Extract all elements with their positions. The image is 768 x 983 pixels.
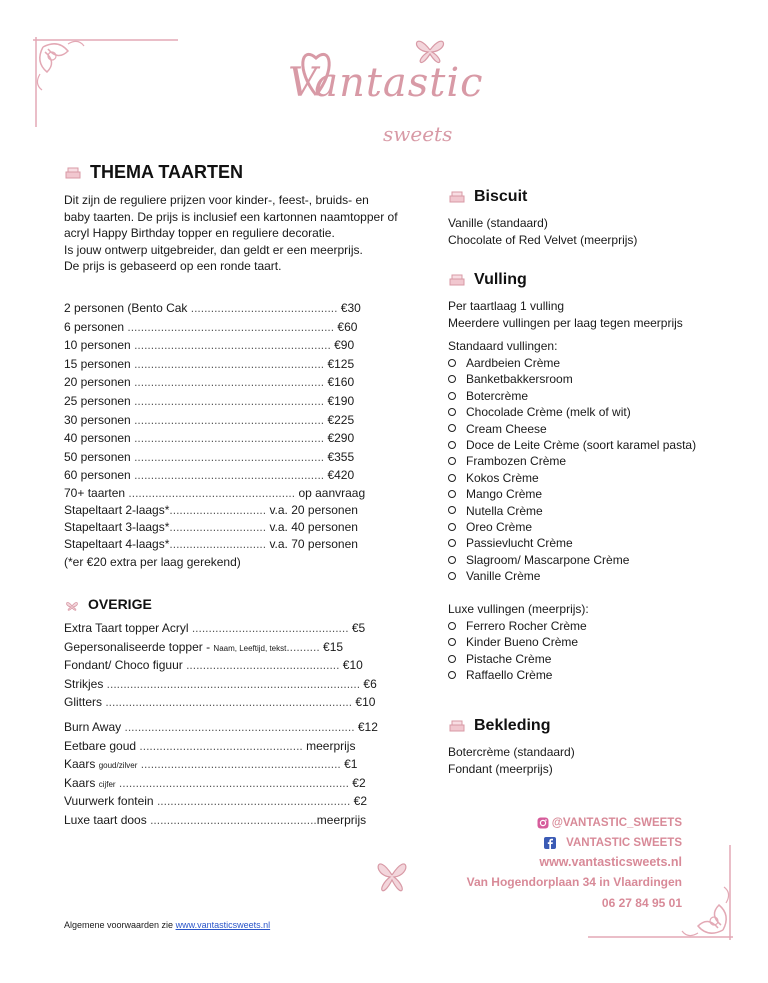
luxe-title: Luxe vullingen (meerprijs): [448, 602, 589, 616]
bekleding-line: Fondant (meerprijs) [448, 761, 553, 776]
price-row: Stapeltaart 4-laags*............................. v.a. 70 personen [64, 536, 358, 551]
corner-ornament-top-left [28, 32, 188, 132]
list-item: Frambozen Crème [448, 453, 696, 469]
address: Van Hogendorplaan 34 in Vlaardingen [466, 875, 682, 889]
price-row: Luxe taart doos ..................................................meerprijs [64, 812, 367, 827]
phone: 06 27 84 95 01 [601, 896, 682, 910]
list-item: Chocolade Crème (melk of wit) [448, 404, 696, 420]
price-row: Glitters .......................................................................... €10 [64, 695, 376, 710]
contact-block [430, 812, 682, 913]
price-row: 40 personen ......................................................... €290 [64, 431, 355, 446]
list-item: Cream Cheese [448, 421, 696, 437]
vulling-lines [448, 298, 683, 331]
bekleding-lines [448, 744, 575, 777]
section-heading-bekleding [448, 717, 550, 735]
list-item: Banketbakkersroom [448, 371, 696, 387]
vulling-title: Vulling [474, 271, 527, 288]
cake-icon [448, 720, 466, 732]
section-heading-vulling [448, 271, 527, 289]
list-item: Mango Crème [448, 486, 696, 502]
facebook-icon [544, 837, 556, 849]
list-item: Ferrero Rocher Crème [448, 618, 587, 634]
price-row: Vuurwerk fontein .......................................................... €2 [64, 794, 368, 809]
butterfly-icon [64, 598, 80, 612]
bekleding-title: Bekleding [474, 717, 551, 734]
list-item: Pistache Crème [448, 651, 587, 667]
price-row: 25 personen ......................................................... €190 [64, 393, 355, 408]
price-row: Kaars cijfer ..................................................................... €2 [64, 775, 366, 790]
thema-title: THEMA TAARTEN [90, 162, 243, 182]
intro-line: De prijs is gebaseerd op een ronde taart. [64, 259, 282, 273]
price-row: 30 personen ......................................................... €225 [64, 412, 355, 427]
intro-line: acryl Happy Birthday topper en reguliere decoratie. [64, 226, 335, 240]
list-item: Kokos Crème [448, 470, 696, 486]
cake-icon [448, 274, 466, 286]
vulling-line: Meerdere vullingen per laag tegen meerprijs [448, 315, 683, 330]
cake-icon [64, 167, 82, 179]
section-heading-biscuit [448, 188, 527, 206]
brand-name: Vantastic [288, 60, 484, 106]
intro-line: Dit zijn de reguliere prijzen voor kinder-, feest-, bruids- en [64, 193, 369, 207]
list-item: Doce de Leite Crème (soort karamel pasta) [448, 437, 696, 453]
footer-text: Algemene voorwaarden zie [64, 920, 176, 930]
cake-icon [448, 191, 466, 203]
instagram-icon [537, 817, 549, 829]
price-row: 15 personen ......................................................... €125 [64, 356, 355, 371]
price-row: Extra Taart topper Acryl ............................................... €5 [64, 621, 366, 635]
list-item: Aardbeien Crème [448, 355, 696, 371]
price-row: 10 personen ........................................................... €90 [64, 338, 355, 353]
price-row: Burn Away ..................................................................... €12 [64, 720, 378, 734]
vulling-line: Per taartlaag 1 vulling [448, 299, 565, 313]
price-row: Strikjes ............................................................................ €6 [64, 676, 377, 691]
list-item: Raffaello Crème [448, 667, 587, 683]
footer-link[interactable]: www.vantasticsweets.nl [175, 920, 271, 930]
butterfly-icon [410, 30, 450, 70]
bekleding-line: Botercrème (standaard) [448, 745, 575, 759]
price-row: Gepersonaliseerde topper - Naam, Leeftijd, tekst.......... €15 [64, 639, 344, 654]
list-item: Oreo Crème [448, 519, 696, 535]
list-item: Passievlucht Crème [448, 535, 696, 551]
price-row: 60 personen ......................................................... €420 [64, 468, 355, 483]
section-heading-thema [64, 162, 243, 183]
luxe-list [448, 618, 587, 684]
biscuit-line: Vanille (standaard) [448, 216, 548, 230]
price-list [64, 299, 364, 571]
list-item: Vanille Crème [448, 568, 696, 584]
facebook-row[interactable]: VANTASTIC SWEETS [430, 832, 682, 852]
overige-list-1 [64, 619, 377, 712]
list-item: Slagroom/ Mascarpone Crème [448, 552, 696, 568]
overige-title: OVERIGE [88, 596, 152, 612]
website-link[interactable]: www.vantasticsweets.nl [539, 855, 682, 869]
price-row: Eetbare goud ................................................. meerprijs [64, 738, 356, 753]
list-item: Nutella Crème [448, 503, 696, 519]
price-row: 70+ taarten .................................................. op aanvraag [64, 485, 366, 500]
price-row: Stapeltaart 3-laags*............................. v.a. 40 personen [64, 519, 358, 534]
price-row: Kaars goud/zilver ............................................................ €1 [64, 757, 358, 772]
standard-title: Standaard vullingen: [448, 339, 558, 353]
standard-list [448, 355, 696, 584]
price-row: Fondant/ Choco figuur .............................................. €10 [64, 658, 363, 673]
section-heading-overige [64, 596, 152, 612]
thema-intro [64, 192, 424, 275]
biscuit-line: Chocolate of Red Velvet (meerprijs) [448, 232, 638, 247]
biscuit-lines [448, 215, 637, 248]
brand-sub: sweets [383, 122, 453, 146]
brand-logo [288, 30, 488, 150]
price-note: (*er €20 extra per laag gerekend) [64, 554, 241, 569]
price-row: 2 personen (Bento Cak ............................................ €30 [64, 301, 361, 315]
butterfly-icon [372, 850, 412, 900]
list-item: Kinder Bueno Crème [448, 634, 587, 650]
instagram-row[interactable]: @VANTASTIC_SWEETS [430, 812, 682, 832]
overige-list-2 [64, 718, 378, 830]
price-row: Stapeltaart 2-laags*............................. v.a. 20 personen [64, 502, 358, 517]
footer [64, 920, 270, 930]
price-row: 20 personen ......................................................... €160 [64, 375, 355, 390]
price-row: 6 personen .............................................................. €60 [64, 319, 358, 334]
list-item: Botercrème [448, 388, 696, 404]
intro-line: baby taarten. De prijs is inclusief een kartonnen naamtopper of [64, 209, 398, 224]
biscuit-title: Biscuit [474, 188, 528, 205]
price-row: 50 personen ......................................................... €355 [64, 449, 355, 464]
intro-line: Is jouw ontwerp uitgebreider, dan geldt er een meerprijs. [64, 242, 363, 257]
